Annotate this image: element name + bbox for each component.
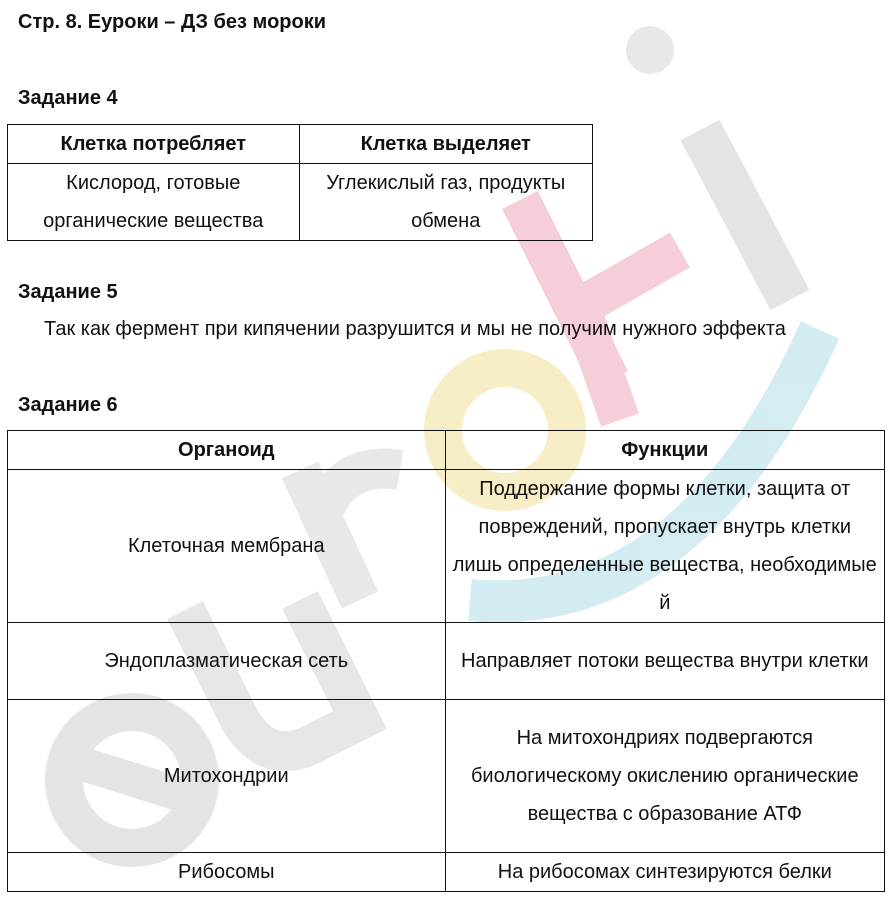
header-functions: Функции bbox=[445, 431, 884, 470]
task-4-table bbox=[7, 124, 593, 241]
task-5-heading: Задание 5 bbox=[18, 281, 118, 303]
cell-organoid: Эндоплазматическая сеть bbox=[8, 623, 446, 700]
cell-organoid: Клеточная мембрана bbox=[8, 470, 446, 623]
watermark-letter-i-dot bbox=[626, 26, 674, 74]
watermark-letter-i bbox=[700, 130, 790, 300]
table-header-row bbox=[8, 431, 885, 470]
task-6-heading: Задание 6 bbox=[18, 394, 118, 416]
cell-function: Поддержание формы клетки, защита от повреждений, пропускает внутрь клетки лишь определенные вещества, необходимые й bbox=[445, 470, 884, 623]
task-5-answer: Так как фермент при кипячении разрушится и мы не получим нужного эффекта bbox=[44, 318, 786, 340]
header-consumes: Клетка потребляет bbox=[8, 125, 300, 164]
task-4-heading: Задание 4 bbox=[18, 87, 118, 109]
task-6-table bbox=[7, 430, 885, 892]
table-row bbox=[8, 700, 885, 853]
cell-organoid: Рибосомы bbox=[8, 853, 446, 892]
table-row bbox=[8, 623, 885, 700]
header-organoid: Органоид bbox=[8, 431, 446, 470]
table-row bbox=[8, 853, 885, 892]
cell-consumes: Кислород, готовые органические вещества bbox=[8, 164, 300, 241]
page-title: Стр. 8. Еуроки – ДЗ без мороки bbox=[18, 11, 327, 33]
cell-function: На митохондриях подвергаются биологическому окислению органические вещества с образование АТФ bbox=[445, 700, 884, 853]
header-releases: Клетка выделяет bbox=[299, 125, 592, 164]
cell-organoid: Митохондрии bbox=[8, 700, 446, 853]
cell-function: Направляет потоки вещества внутри клетки bbox=[445, 623, 884, 700]
cell-releases: Углекислый газ, продукты обмена bbox=[299, 164, 592, 241]
table-row bbox=[8, 164, 593, 241]
cell-function: На рибосомах синтезируются белки bbox=[445, 853, 884, 892]
table-row bbox=[8, 470, 885, 623]
table-header-row bbox=[8, 125, 593, 164]
